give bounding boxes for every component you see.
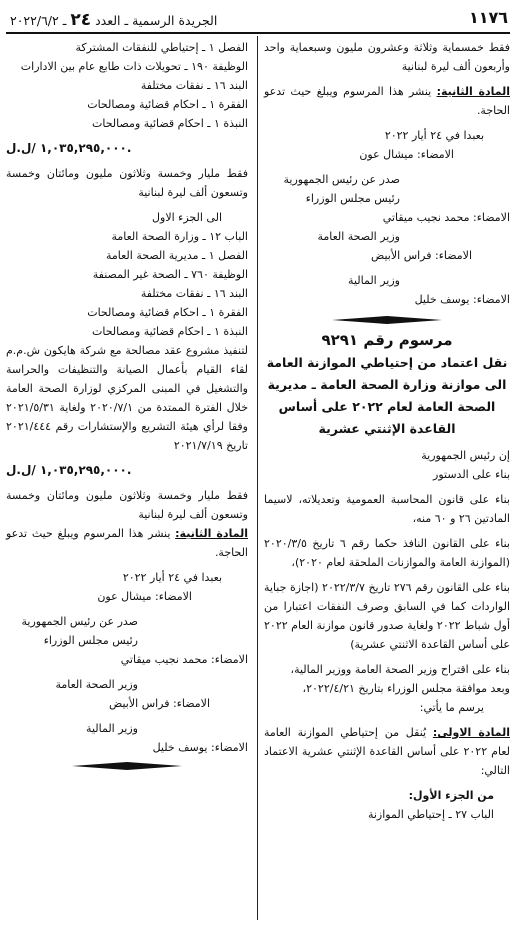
- budget-line: الفقرة ١ ـ احكام قضائية ومصالحات: [87, 306, 248, 319]
- article-text: ينشر هذا المرسوم ويبلغ حيث تدعو الحاجة.: [6, 527, 248, 559]
- gazette-title: [10, 10, 217, 30]
- chapter-27: الباب ٢٧ ـ إحتياطي الموازنة: [367, 808, 494, 821]
- president-line: إن رئيس الجمهورية: [421, 449, 510, 462]
- budget-line: الباب ١٢ ـ وزارة الصحة العامة: [111, 230, 248, 243]
- finance-minister-title: وزير المالية: [86, 722, 138, 735]
- finance-minister-title: وزير المالية: [348, 274, 400, 287]
- gazette-name: الجريدة الرسمية ـ العدد: [95, 13, 218, 28]
- decree-number: مرسوم رقم ٩٢٩١: [321, 331, 453, 349]
- amount-in-words: فقط خمسماية وثلاثة وعشرون مليون وسبعماية واحد وأربعون ألف ليرة لبنانية: [264, 41, 510, 73]
- issued-by: صدر عن رئيس الجمهورية: [283, 173, 400, 186]
- budget-line: الفصل ١ ـ إحتياطي للنفقات المشتركة: [75, 41, 248, 54]
- section-separator: [72, 761, 182, 771]
- signature-president: الامضاء: ميشال عون: [359, 148, 454, 161]
- article-two: [6, 524, 248, 562]
- budget-line: البند ١٦ ـ نفقات مختلفة: [140, 79, 248, 92]
- signature-finance-minister: الامضاء: يوسف خليل: [414, 293, 510, 306]
- signature-finance-minister: الامضاء: يوسف خليل: [152, 741, 248, 754]
- signature-health-minister: الامضاء: فراس الأبيض: [109, 697, 210, 710]
- budget-line: الفقرة ١ ـ احكام قضائية ومصالحات: [87, 98, 248, 111]
- budget-line: البند ١٦ ـ نفقات مختلفة: [140, 287, 248, 300]
- signature-pm: الامضاء: محمد نجيب ميقاتي: [120, 653, 248, 666]
- amount-figure: ١,٠٣٥,٢٩٥,٠٠٠ /ل.ل.: [6, 463, 132, 477]
- article-text: ينشر هذا المرسوم ويبلغ حيث تدعو الحاجة.: [264, 85, 510, 117]
- budget-line: الوظيفة ٧٦٠ ـ الصحة غير المصنفة: [92, 268, 248, 281]
- pm-title: رئيس مجلس الوزراء: [305, 192, 400, 205]
- amount-figure: ١,٠٣٥,٢٩٥,٠٠٠ /ل.ل.: [6, 141, 132, 155]
- budget-line: النبذة ١ ـ احكام قضائية ومصالحات: [92, 117, 248, 130]
- page-header: [6, 6, 510, 34]
- proposal-line: بناء على اقتراح وزير الصحة العامة ووزير المالية،: [290, 663, 510, 676]
- date-line: بعبدا في ٢٤ أيار ٢٠٢٢: [122, 571, 222, 584]
- purpose-text: لتنفيذ مشروع عقد مصالحة مع شركة هايكون ش.م.م لقاء القيام بأعمال الصيانة والتنظيفات والحراسة والتشغيل في المبنى المركزي لوزارة الصحة العامة خلال الفترة الممتدة من ٢٠٢٠/٧/١ ولغاية ٢٠٢١/٥/٣١ وفقا لرأي هيئة التشريع والإستشارات رقم ٢٠٢١/٤٤٤ تاريخ ٢٠٢١/٧/١٩: [6, 344, 248, 452]
- legal-basis-3: بناء على القانون رقم ٢٧٦ تاريخ ٢٠٢٢/٣/٧ (اجازة جباية الواردات كما في السابق وصرف النفقات اعتبارا من أول شباط ٢٠٢٢ ولغاية صدور قانون موازنة العام ٢٠٢٢ على أساس القاعدة الاثنتي عشرية): [264, 581, 510, 651]
- to-part: الى الجزء الاول: [152, 211, 222, 224]
- page-number: ١١٧٦: [468, 8, 508, 27]
- health-minister-title: وزير الصحة العامة: [317, 230, 400, 243]
- legal-basis-2: بناء على القانون النافذ حكما رقم ٦ تاريخ ٢٠٢٠/٣/٥ (الموازنة العامة والموازنات الملحقة لعام ٢٠٢٠)،: [264, 537, 510, 569]
- from-part: من الجزء الأول:: [408, 789, 494, 802]
- article-two: [264, 82, 510, 120]
- date-line: بعبدا في ٢٤ أيار ٢٠٢٢: [384, 129, 484, 142]
- budget-line: النبذة ١ ـ احكام قضائية ومصالحات: [92, 325, 248, 338]
- column-divider: [257, 36, 258, 920]
- right-column: [264, 38, 510, 824]
- legal-basis-1: بناء على قانون المحاسبة العمومية وتعديلاته، لاسيما المادتين ٢٦ و ٦٠ منه،: [264, 493, 510, 525]
- issue-number: ٢٤: [70, 10, 92, 30]
- article-label: المادة الثانية:: [436, 85, 510, 98]
- amount-in-words: فقط مليار وخمسة وثلاثون مليون ومائتان وخمسة وتسعون ألف ليرة لبنانية: [6, 167, 248, 199]
- budget-line: الفصل ١ ـ مديرية الصحة العامة: [105, 249, 248, 262]
- issue-date: ـ ٢٠٢٢/٦/٢: [10, 13, 67, 28]
- pm-title: رئيس مجلس الوزراء: [43, 634, 138, 647]
- signature-health-minister: الامضاء: فراس الأبيض: [371, 249, 472, 262]
- article-one: [264, 723, 510, 780]
- decree-title: نقل اعتماد من إحتياطي الموازنة العامة الى موازنة وزارة الصحة العامة ـ مديرية الصحة العامة لعام ٢٠٢٢ على أساس القاعدة الإثنتي عشرية: [266, 355, 508, 436]
- section-separator: [332, 315, 442, 325]
- article-label: المادة الاولى:: [432, 726, 510, 739]
- signature-pm: الامضاء: محمد نجيب ميقاتي: [382, 211, 510, 224]
- signature-president: الامضاء: ميشال عون: [97, 590, 192, 603]
- decrees-line: يرسم ما يأتي:: [419, 701, 484, 714]
- health-minister-title: وزير الصحة العامة: [55, 678, 138, 691]
- amount-in-words: فقط مليار وخمسة وثلاثون مليون ومائتان وخمسة وتسعون ألف ليرة لبنانية: [6, 489, 248, 521]
- budget-line: الوظيفة ١٩٠ ـ تحويلات ذات طابع عام بين الادارات: [20, 60, 248, 73]
- article-label: المادة الثانية:: [175, 527, 248, 540]
- article-text: يُنقل من إحتياطي الموازنة العامة لعام ٢٠٢٢ على أساس القاعدة الإثنتي عشرية الاعتماد التالي:: [264, 726, 510, 777]
- approval-line: وبعد موافقة مجلس الوزراء بتاريخ ٢٠٢٢/٤/٢١،: [302, 682, 510, 695]
- constitution-line: بناء على الدستور: [433, 468, 510, 481]
- left-column: [6, 38, 248, 777]
- issued-by: صدر عن رئيس الجمهورية: [21, 615, 138, 628]
